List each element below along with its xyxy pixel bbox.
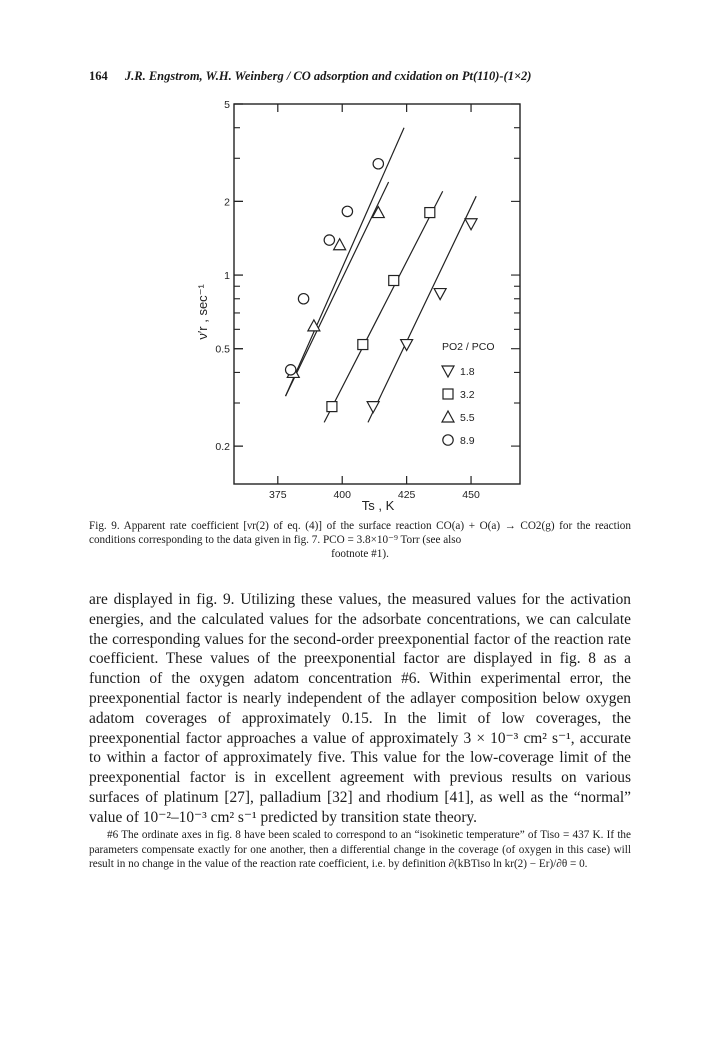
data-point-square: [389, 275, 399, 285]
legend-label: 3.2: [460, 389, 475, 401]
x-tick-label: 425: [397, 489, 416, 501]
y-tick-label: 5: [224, 99, 230, 111]
running-title: J.R. Engstrom, W.H. Weinberg / CO adsorption and cxidation on Pt(110)-(1×2): [124, 69, 532, 83]
footnote: #6 The ordinate axes in fig. 8 have been scaled to correspond to an “isokinetic temperature” of Tiso = 437 K. If the parameters compensate exactly for one another, then a differential change in the coverage (of oxygen in this case) will result in no change in the value of the reaction rate coefficient, i.e. by definition ∂(kBTiso ln kr(2) − Er)/∂θ = 0.: [89, 829, 631, 871]
data-point-circle: [298, 294, 308, 304]
data-point-triangle-down: [465, 219, 477, 230]
data-point-circle: [324, 235, 334, 245]
y-tick-label: 1: [224, 270, 230, 283]
fit-line: [286, 128, 405, 396]
data-point-triangle-down: [367, 402, 379, 413]
data-point-triangle-up: [334, 239, 346, 250]
legend-marker-triangle-up: [442, 411, 454, 422]
data-point-triangle-down: [434, 289, 446, 300]
data-point-circle: [285, 365, 295, 375]
x-tick-label: 375: [269, 489, 287, 501]
figure-9-chart: [0, 0, 720, 520]
data-point-square: [327, 402, 337, 412]
legend-marker-triangle-down: [442, 366, 454, 377]
caption-last-line: footnote #1).: [331, 548, 389, 560]
y-axis-title: ν′r , sec⁻¹: [195, 284, 210, 340]
fit-lines: [286, 128, 477, 423]
legend: [442, 341, 495, 447]
y-tick-label: 0.5: [215, 343, 230, 356]
legend-label: 1.8: [460, 366, 475, 378]
data-point-square: [425, 208, 435, 218]
data-point-circle: [342, 206, 352, 216]
caption-text: Fig. 9. Apparent rate coefficient [νr(2) of eq. (4)] of the surface reaction CO(a) + O(a) → CO2(g) for the reaction conditions corresponding to the data given in fig. 7. PCO = 3.8×10⁻⁹ Torr (see also: [89, 520, 631, 546]
data-point-circle: [373, 159, 383, 169]
legend-marker-square: [443, 389, 453, 399]
x-axis-title: Ts , K: [361, 498, 395, 513]
legend-label: 5.5: [460, 412, 475, 424]
page-number: 164: [89, 69, 108, 83]
legend-label: 8.9: [460, 435, 475, 447]
data-point-square: [358, 340, 368, 350]
legend-marker-circle: [443, 435, 453, 445]
body-paragraph: are displayed in fig. 9. Utilizing these values, the measured values for the activation energies, and the calculated values for the adsorbate concentrations, we can calculate the corresponding values for the second-order preexponential factor of the reaction rate coefficient. These values of the preexponential factor are displayed in fig. 8 as a function of the oxygen adatom concentration #6. Within experimental error, the preexponential factor is nearly independent of the adlayer composition below oxygen adatom coverages of approximately 0.15. In the limit of low coverages, the preexponential factor approaches a value of approximately 3 × 10⁻³ cm² s⁻¹, accurate to within a factor of approximately five. This value for the low-coverage limit of the preexponential factor is in excellent agreement with previous results on various surfaces of platinum [27], palladium [32] and rhodium [41], as well as the “normal” value of 10⁻²–10⁻³ cm² s⁻¹ predicted by transition state theory.: [89, 591, 631, 826]
x-tick-label: 450: [462, 489, 480, 501]
fit-line: [324, 191, 443, 422]
figure-caption: [89, 519, 631, 561]
legend-title: PO2 / PCO: [442, 341, 495, 353]
y-tick-label: 2: [224, 196, 230, 209]
fit-line: [286, 182, 389, 396]
y-tick-label: 0.2: [215, 441, 230, 454]
data-point-triangle-down: [401, 340, 413, 351]
x-tick-label: 400: [333, 489, 351, 501]
